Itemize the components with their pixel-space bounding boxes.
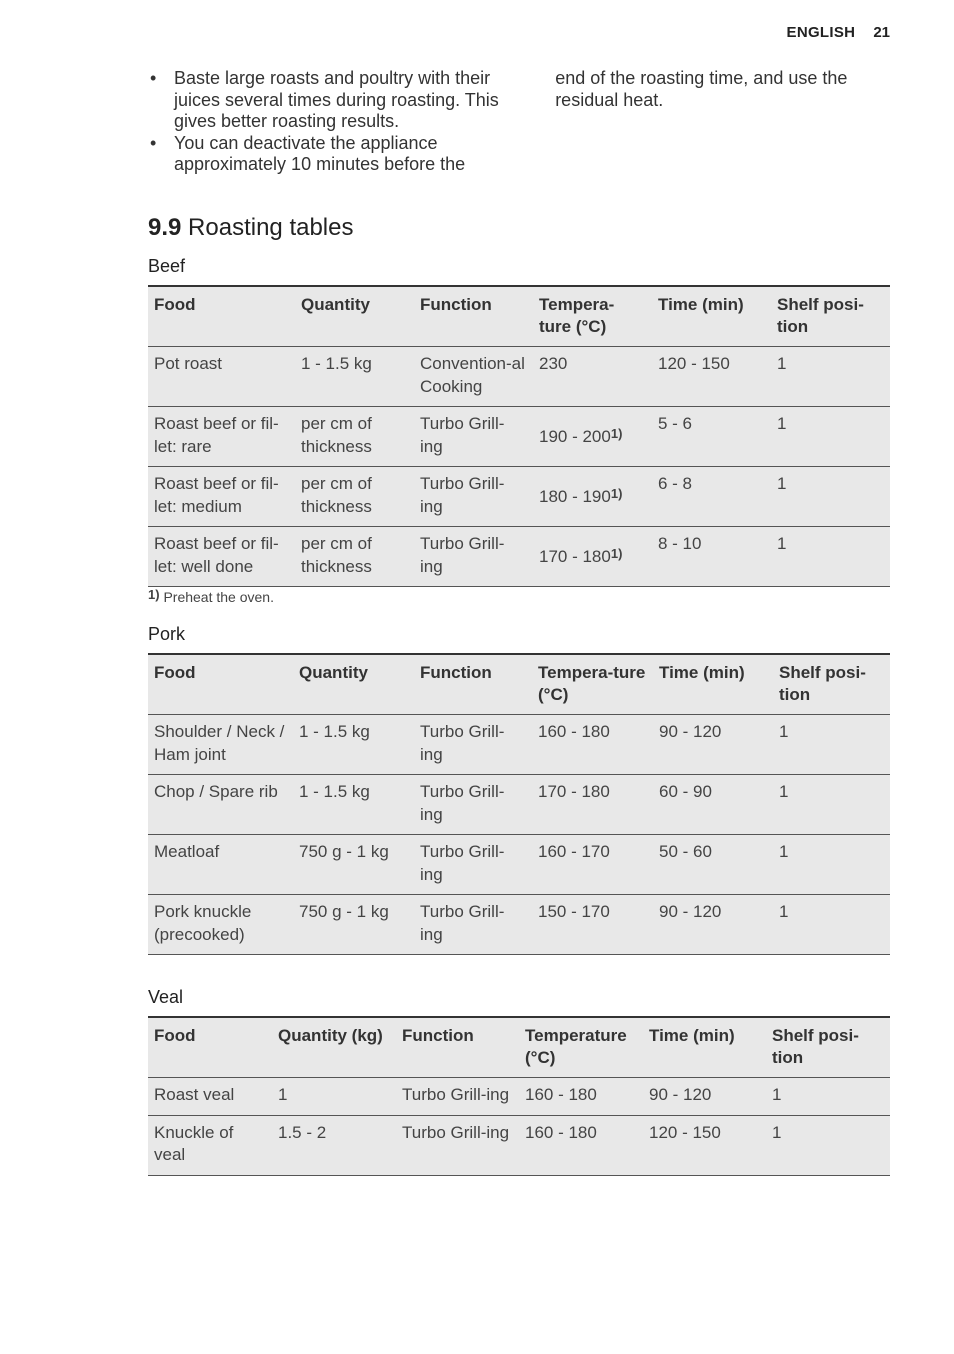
table-cell: 1	[773, 835, 890, 895]
table-row	[148, 407, 890, 467]
beef-title: Beef	[148, 256, 186, 276]
table-cell: 1	[771, 467, 890, 527]
table-cell	[533, 407, 652, 467]
column-header: Function	[414, 654, 532, 715]
list-item: • Baste large roasts and poultry with their juices several times during roasting. This gives better roasting results.	[148, 68, 522, 133]
table-cell: 120 - 150	[652, 347, 771, 407]
beef-table	[148, 285, 890, 587]
veal-table	[148, 1016, 890, 1176]
table-cell: 1	[773, 895, 890, 955]
table-cell: 750 g - 1 kg	[293, 835, 414, 895]
temperature-value: 180 - 190	[539, 486, 611, 506]
table-cell: per cm of thickness	[295, 407, 414, 467]
table-cell: 90 - 120	[653, 895, 773, 955]
intro-text	[148, 68, 890, 176]
table-cell: Turbo Grill-ing	[414, 835, 532, 895]
column-header: Shelf posi-tion	[773, 654, 890, 715]
footnote-marker: 1)	[148, 587, 160, 602]
table-cell: Pork knuckle (precooked)	[148, 895, 293, 955]
column-header: Time (min)	[643, 1017, 766, 1078]
table-row	[148, 895, 890, 955]
table-cell: 1	[766, 1115, 890, 1175]
table-cell: Shoulder / Neck / Ham joint	[148, 715, 293, 775]
table-cell: Roast beef or fil-let: rare	[148, 407, 295, 467]
table-cell: Roast beef or fil-let: medium	[148, 467, 295, 527]
table-row	[148, 835, 890, 895]
section-title	[148, 214, 353, 242]
table-cell: 1.5 - 2	[272, 1115, 396, 1175]
table-cell: 1	[771, 347, 890, 407]
temperature-value: 170 - 180	[539, 546, 611, 566]
pork-table	[148, 653, 890, 955]
table-cell	[533, 527, 652, 587]
table-cell	[533, 467, 652, 527]
footnote-text: Preheat the oven.	[163, 589, 274, 605]
table-cell: 160 - 180	[532, 715, 653, 775]
table-cell: 230	[533, 347, 652, 407]
table-cell: 8 - 10	[652, 527, 771, 587]
table-cell: 1	[766, 1078, 890, 1116]
table-row	[148, 347, 890, 407]
table-cell: 1 - 1.5 kg	[293, 715, 414, 775]
table-cell: Chop / Spare rib	[148, 775, 293, 835]
table-cell: Turbo Grill-ing	[414, 715, 532, 775]
column-header: Quantity	[295, 286, 414, 347]
table-cell: 90 - 120	[653, 715, 773, 775]
table-cell: 6 - 8	[652, 467, 771, 527]
table-cell: 160 - 170	[532, 835, 653, 895]
column-header: Quantity	[293, 654, 414, 715]
table-cell: Roast veal	[148, 1078, 272, 1116]
table-cell: 5 - 6	[652, 407, 771, 467]
column-header: Time (min)	[653, 654, 773, 715]
beef-footnote	[148, 587, 890, 605]
table-header-row	[148, 286, 890, 347]
table-cell: 90 - 120	[643, 1078, 766, 1116]
list-item: • You can deactivate the appliance approximately 10 minutes before the	[148, 133, 522, 176]
table-row	[148, 1078, 890, 1116]
table-cell: 1	[773, 715, 890, 775]
table-header-row	[148, 1017, 890, 1078]
table-cell: per cm of thickness	[295, 527, 414, 587]
table-cell: 50 - 60	[653, 835, 773, 895]
table-cell: 170 - 180	[532, 775, 653, 835]
tips-list	[148, 68, 522, 176]
table-cell: 120 - 150	[643, 1115, 766, 1175]
section-number: 9.9	[148, 214, 182, 241]
footnote-marker: 1)	[610, 425, 623, 441]
footnote-marker: 1)	[610, 485, 623, 501]
intro-column-1	[148, 68, 522, 176]
column-header: Shelf posi-tion	[771, 286, 890, 347]
column-header: Food	[148, 286, 295, 347]
column-header: Function	[414, 286, 533, 347]
column-header: Tempera-ture (°C)	[533, 286, 652, 347]
page-header	[787, 24, 890, 41]
table-cell: 1 - 1.5 kg	[295, 347, 414, 407]
table-cell: Convention-al Cooking	[414, 347, 533, 407]
table-cell: 160 - 180	[519, 1078, 643, 1116]
column-header: Food	[148, 654, 293, 715]
table-row	[148, 527, 890, 587]
table-cell: 1	[771, 527, 890, 587]
table-cell: Turbo Grill-ing	[414, 895, 532, 955]
column-header: Function	[396, 1017, 519, 1078]
table-cell: Roast beef or fil-let: well done	[148, 527, 295, 587]
column-header: Quantity (kg)	[272, 1017, 396, 1078]
table-cell: per cm of thickness	[295, 467, 414, 527]
table-cell: 1	[773, 775, 890, 835]
table-cell: Turbo Grill-ing	[396, 1115, 519, 1175]
table-cell: Knuckle of veal	[148, 1115, 272, 1175]
intro-column-2	[555, 68, 890, 176]
table-cell: 60 - 90	[653, 775, 773, 835]
language-label: ENGLISH	[786, 24, 856, 41]
temperature-value: 190 - 200	[539, 426, 611, 446]
table-cell: Meatloaf	[148, 835, 293, 895]
footnote-marker: 1)	[610, 545, 623, 561]
table-cell: Turbo Grill-ing	[414, 467, 533, 527]
table-cell: Pot roast	[148, 347, 295, 407]
column-header: Temperature (°C)	[519, 1017, 643, 1078]
table-cell: 160 - 180	[519, 1115, 643, 1175]
table-cell: 1 - 1.5 kg	[293, 775, 414, 835]
table-cell: Turbo Grill-ing	[396, 1078, 519, 1116]
page-number: 21	[873, 24, 890, 41]
table-row	[148, 715, 890, 775]
table-cell: 750 g - 1 kg	[293, 895, 414, 955]
column-header: Time (min)	[652, 286, 771, 347]
column-header: Tempera-ture (°C)	[532, 654, 653, 715]
table-cell: Turbo Grill-ing	[414, 527, 533, 587]
table-row	[148, 467, 890, 527]
table-cell: Turbo Grill-ing	[414, 775, 532, 835]
veal-title: Veal	[148, 987, 184, 1007]
column-header: Shelf posi-tion	[766, 1017, 890, 1078]
pork-title: Pork	[148, 624, 186, 644]
table-header-row	[148, 654, 890, 715]
continuation-text: end of the roasting time, and use the residual heat.	[555, 68, 848, 110]
table-cell: 150 - 170	[532, 895, 653, 955]
table-cell: 1	[272, 1078, 396, 1116]
table-row	[148, 1115, 890, 1175]
table-cell: Turbo Grill-ing	[414, 407, 533, 467]
table-cell: 1	[771, 407, 890, 467]
table-row	[148, 775, 890, 835]
section-title-text: Roasting tables	[188, 214, 354, 241]
column-header: Food	[148, 1017, 272, 1078]
